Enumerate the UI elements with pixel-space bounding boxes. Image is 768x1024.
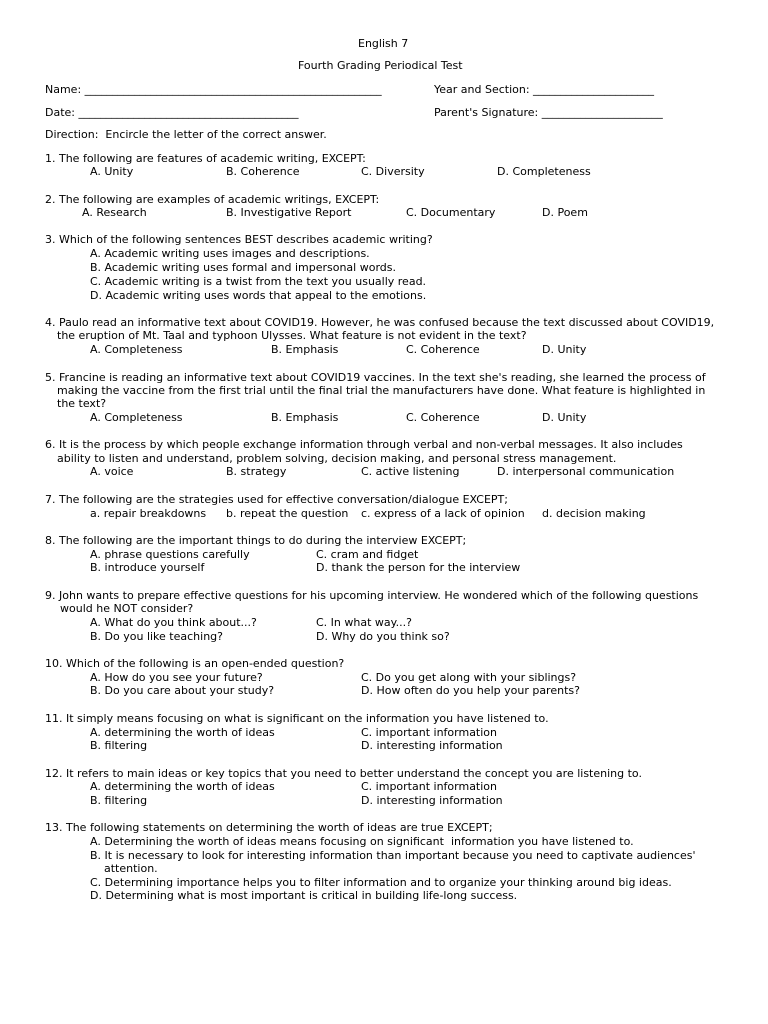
question-9-stem-line-2: would he NOT consider? xyxy=(60,602,194,615)
question-3-option-b: B. Academic writing uses formal and impersonal words. xyxy=(90,261,396,274)
question-1-stem: 1. The following are features of academic writing, EXCEPT: xyxy=(45,152,366,165)
question-6-option-c: C. active listening xyxy=(361,465,460,478)
question-5-stem-line-3: the text? xyxy=(57,397,107,410)
question-2-option-d: D. Poem xyxy=(542,206,588,219)
question-9-option-b: B. Do you like teaching? xyxy=(90,630,223,643)
question-5-option-a: A. Completeness xyxy=(90,411,183,424)
question-10-option-b: B. Do you care about your study? xyxy=(90,684,275,697)
date-field: Date: ________________________________________ xyxy=(45,106,299,119)
question-12-option-d: D. interesting information xyxy=(361,794,503,807)
year-section-field: Year and Section: ______________________ xyxy=(434,83,655,96)
question-13-option-c: C. Determining importance helps you to filter information and to organize your thinking around big ideas. xyxy=(90,876,672,889)
question-11-stem: 11. It simply means focusing on what is significant on the information you have listened to. xyxy=(45,712,549,725)
question-9-stem-line-1: 9. John wants to prepare effective questions for his upcoming interview. He wondered which of the following questions xyxy=(45,589,699,602)
question-8-option-a: A. phrase questions carefully xyxy=(90,548,250,561)
question-13-stem: 13. The following statements on determining the worth of ideas are true EXCEPT; xyxy=(45,821,493,834)
question-11-option-d: D. interesting information xyxy=(361,739,503,752)
question-6-option-a: A. voice xyxy=(90,465,134,478)
question-13-option-a: A. Determining the worth of ideas means focusing on significant information you have listened to. xyxy=(90,835,634,848)
question-8-stem: 8. The following are the important things to do during the interview EXCEPT; xyxy=(45,534,467,547)
question-10-option-d: D. How often do you help your parents? xyxy=(361,684,580,697)
question-12-option-b: B. filtering xyxy=(90,794,148,807)
question-4-option-a: A. Completeness xyxy=(90,343,183,356)
question-2-option-b: B. Investigative Report xyxy=(226,206,352,219)
question-5-option-c: C. Coherence xyxy=(406,411,480,424)
question-5-option-d: D. Unity xyxy=(542,411,587,424)
question-13-option-b: B. It is necessary to look for interesting information than important because you need to captivate audiences' xyxy=(90,849,696,862)
question-7-stem: 7. The following are the strategies used for effective conversation/dialogue EXCEPT; xyxy=(45,493,508,506)
question-2-option-c: C. Documentary xyxy=(406,206,496,219)
question-12-stem: 12. It refers to main ideas or key topics that you need to better understand the concept you are listening to. xyxy=(45,767,642,780)
question-1-option-b: B. Coherence xyxy=(226,165,300,178)
question-6-option-d: D. interpersonal communication xyxy=(497,465,675,478)
question-1-option-a: A. Unity xyxy=(90,165,134,178)
question-7-option-c: c. express of a lack of opinion xyxy=(361,507,525,520)
question-4-stem-line-1: 4. Paulo read an informative text about COVID19. However, he was confused because the text discussed about COVID19, xyxy=(45,316,715,329)
question-6-stem-line-1: 6. It is the process by which people exchange information through verbal and non-verbal messages. It also includes xyxy=(45,438,683,451)
question-7-option-d: d. decision making xyxy=(542,507,646,520)
direction-text: Direction: Encircle the letter of the correct answer. xyxy=(45,128,327,141)
question-4-option-d: D. Unity xyxy=(542,343,587,356)
question-9-option-d: D. Why do you think so? xyxy=(316,630,450,643)
question-5-stem-line-2: making the vaccine from the first trial until the final trial the manufacturers have done. What feature is highlighted in xyxy=(57,384,706,397)
question-9-option-c: C. In what way...? xyxy=(316,616,412,629)
question-1-option-c: C. Diversity xyxy=(361,165,425,178)
question-10-stem: 10. Which of the following is an open-ended question? xyxy=(45,657,345,670)
question-3-stem: 3. Which of the following sentences BEST describes academic writing? xyxy=(45,233,433,246)
question-5-stem-line-1: 5. Francine is reading an informative text about COVID19 vaccines. In the text she's reading, she learned the process of xyxy=(45,371,706,384)
question-1-option-d: D. Completeness xyxy=(497,165,591,178)
name-field: Name: ______________________________________________________ xyxy=(45,83,382,96)
question-4-option-b: B. Emphasis xyxy=(271,343,339,356)
question-6-option-b: B. strategy xyxy=(226,465,287,478)
question-7-option-b: b. repeat the question xyxy=(226,507,349,520)
parent-signature-field: Parent's Signature: ______________________ xyxy=(434,106,663,119)
question-6-stem-line-2: ability to listen and understand, problem solving, decision making, and personal stress management. xyxy=(57,452,617,465)
question-11-option-a: A. determining the worth of ideas xyxy=(90,726,275,739)
question-8-option-b: B. introduce yourself xyxy=(90,561,205,574)
question-12-option-c: C. important information xyxy=(361,780,498,793)
question-10-option-c: C. Do you get along with your siblings? xyxy=(361,671,577,684)
question-12-option-a: A. determining the worth of ideas xyxy=(90,780,275,793)
question-2-stem: 2. The following are examples of academic writings, EXCEPT: xyxy=(45,193,380,206)
test-title: Fourth Grading Periodical Test xyxy=(298,59,463,72)
question-3-option-a: A. Academic writing uses images and descriptions. xyxy=(90,247,370,260)
question-7-option-a: a. repair breakdowns xyxy=(90,507,207,520)
question-11-option-b: B. filtering xyxy=(90,739,148,752)
question-3-option-c: C. Academic writing is a twist from the text you usually read. xyxy=(90,275,427,288)
question-11-option-c: C. important information xyxy=(361,726,498,739)
question-8-option-c: C. cram and fidget xyxy=(316,548,419,561)
question-4-option-c: C. Coherence xyxy=(406,343,480,356)
subject-title: English 7 xyxy=(358,37,409,50)
question-13-option-d: D. Determining what is most important is critical in building life-long success. xyxy=(90,889,518,902)
question-10-option-a: A. How do you see your future? xyxy=(90,671,263,684)
question-5-option-b: B. Emphasis xyxy=(271,411,339,424)
question-13-option-b-continued: attention. xyxy=(104,862,158,875)
question-3-option-d: D. Academic writing uses words that appeal to the emotions. xyxy=(90,289,427,302)
question-8-option-d: D. thank the person for the interview xyxy=(316,561,521,574)
question-9-option-a: A. What do you think about...? xyxy=(90,616,257,629)
question-2-option-a: A. Research xyxy=(82,206,147,219)
question-4-stem-line-2: the eruption of Mt. Taal and typhoon Ulysses. What feature is not evident in the text? xyxy=(57,329,527,342)
